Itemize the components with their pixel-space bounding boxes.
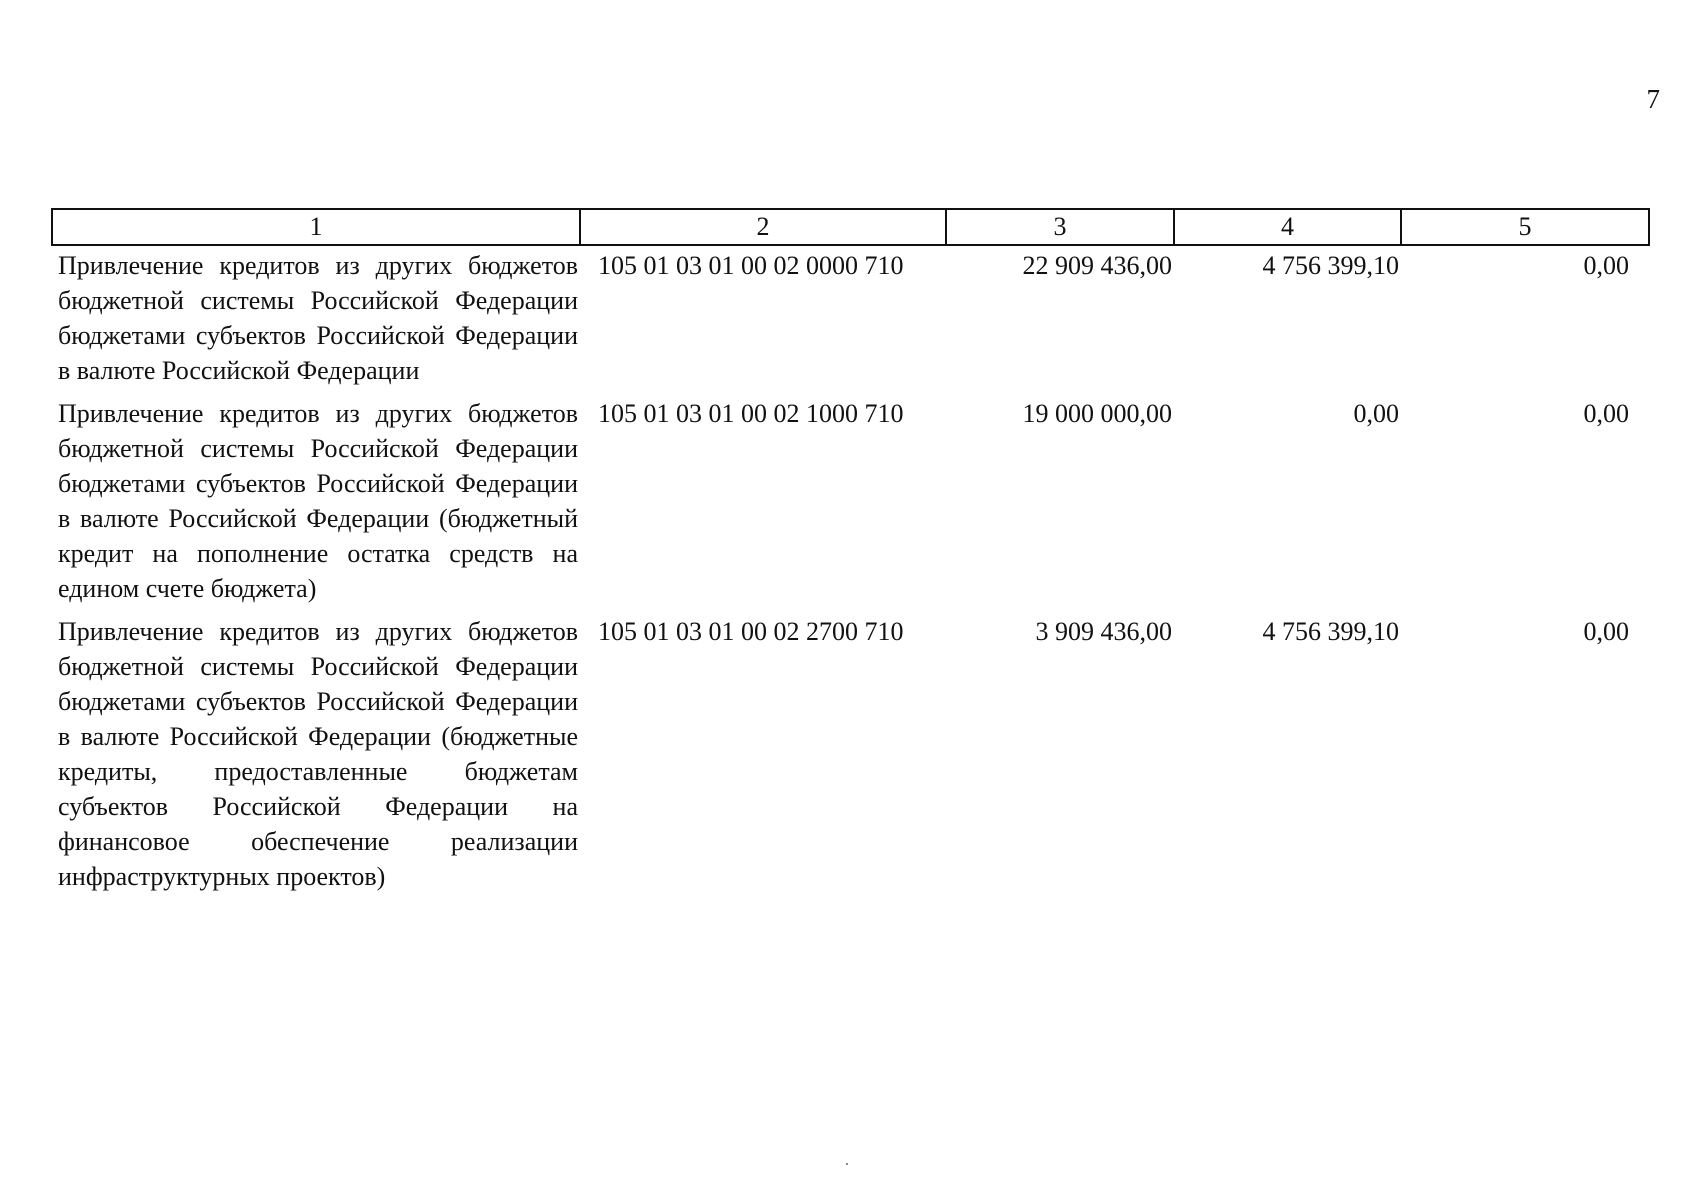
header-col-4: 4 <box>1174 209 1401 245</box>
table-header <box>52 209 1649 245</box>
page-number: 7 <box>1646 84 1660 114</box>
header-col-1: 1 <box>52 209 580 245</box>
row-col4-value: 4 756 399,10 <box>1262 617 1399 646</box>
table-row <box>52 614 1649 902</box>
row-description: Привлечение кредитов из других бюджетов бюджетной системы Российской Федерации бюджетами субъектов Российской Федерации в валюте Российской Федерации <box>58 251 578 385</box>
row-col5-value: 0,00 <box>1583 617 1629 646</box>
row-col3-value: 19 000 000,00 <box>1022 399 1172 428</box>
row-code: 105 01 03 01 00 02 0000 710 <box>598 251 904 280</box>
row-col4-value: 0,00 <box>1353 399 1399 428</box>
row-code: 105 01 03 01 00 02 2700 710 <box>598 617 904 646</box>
header-col-3: 3 <box>946 209 1174 245</box>
header-col-2: 2 <box>580 209 946 245</box>
row-description: Привлечение кредитов из других бюджетов бюджетной системы Российской Федерации бюджетами субъектов Российской Федерации в валюте Российской Федерации (бюджетный кредит на пополнение остатка средств на едином счете бюджета) <box>58 399 578 603</box>
scan-speck <box>846 1163 848 1165</box>
row-col3-value: 22 909 436,00 <box>1022 251 1172 280</box>
row-col5-value: 0,00 <box>1583 399 1629 428</box>
header-row <box>52 209 1649 245</box>
row-col3-value: 3 909 436,00 <box>1035 617 1172 646</box>
budget-sources-table <box>51 208 1650 902</box>
table-row <box>52 396 1649 614</box>
table-row <box>52 245 1649 396</box>
row-description: Привлечение кредитов из других бюджетов бюджетной системы Российской Федерации бюджетами субъектов Российской Федерации в валюте Российской Федерации (бюджетные кредиты, предоставленные бюджетам субъектов Российской Федерации на финансовое обеспечение реализации инфраструктурных проектов) <box>58 617 578 891</box>
table-body <box>52 245 1649 902</box>
row-col5-value: 0,00 <box>1583 251 1629 280</box>
header-col-5: 5 <box>1401 209 1649 245</box>
row-code: 105 01 03 01 00 02 1000 710 <box>598 399 904 428</box>
row-col4-value: 4 756 399,10 <box>1262 251 1399 280</box>
